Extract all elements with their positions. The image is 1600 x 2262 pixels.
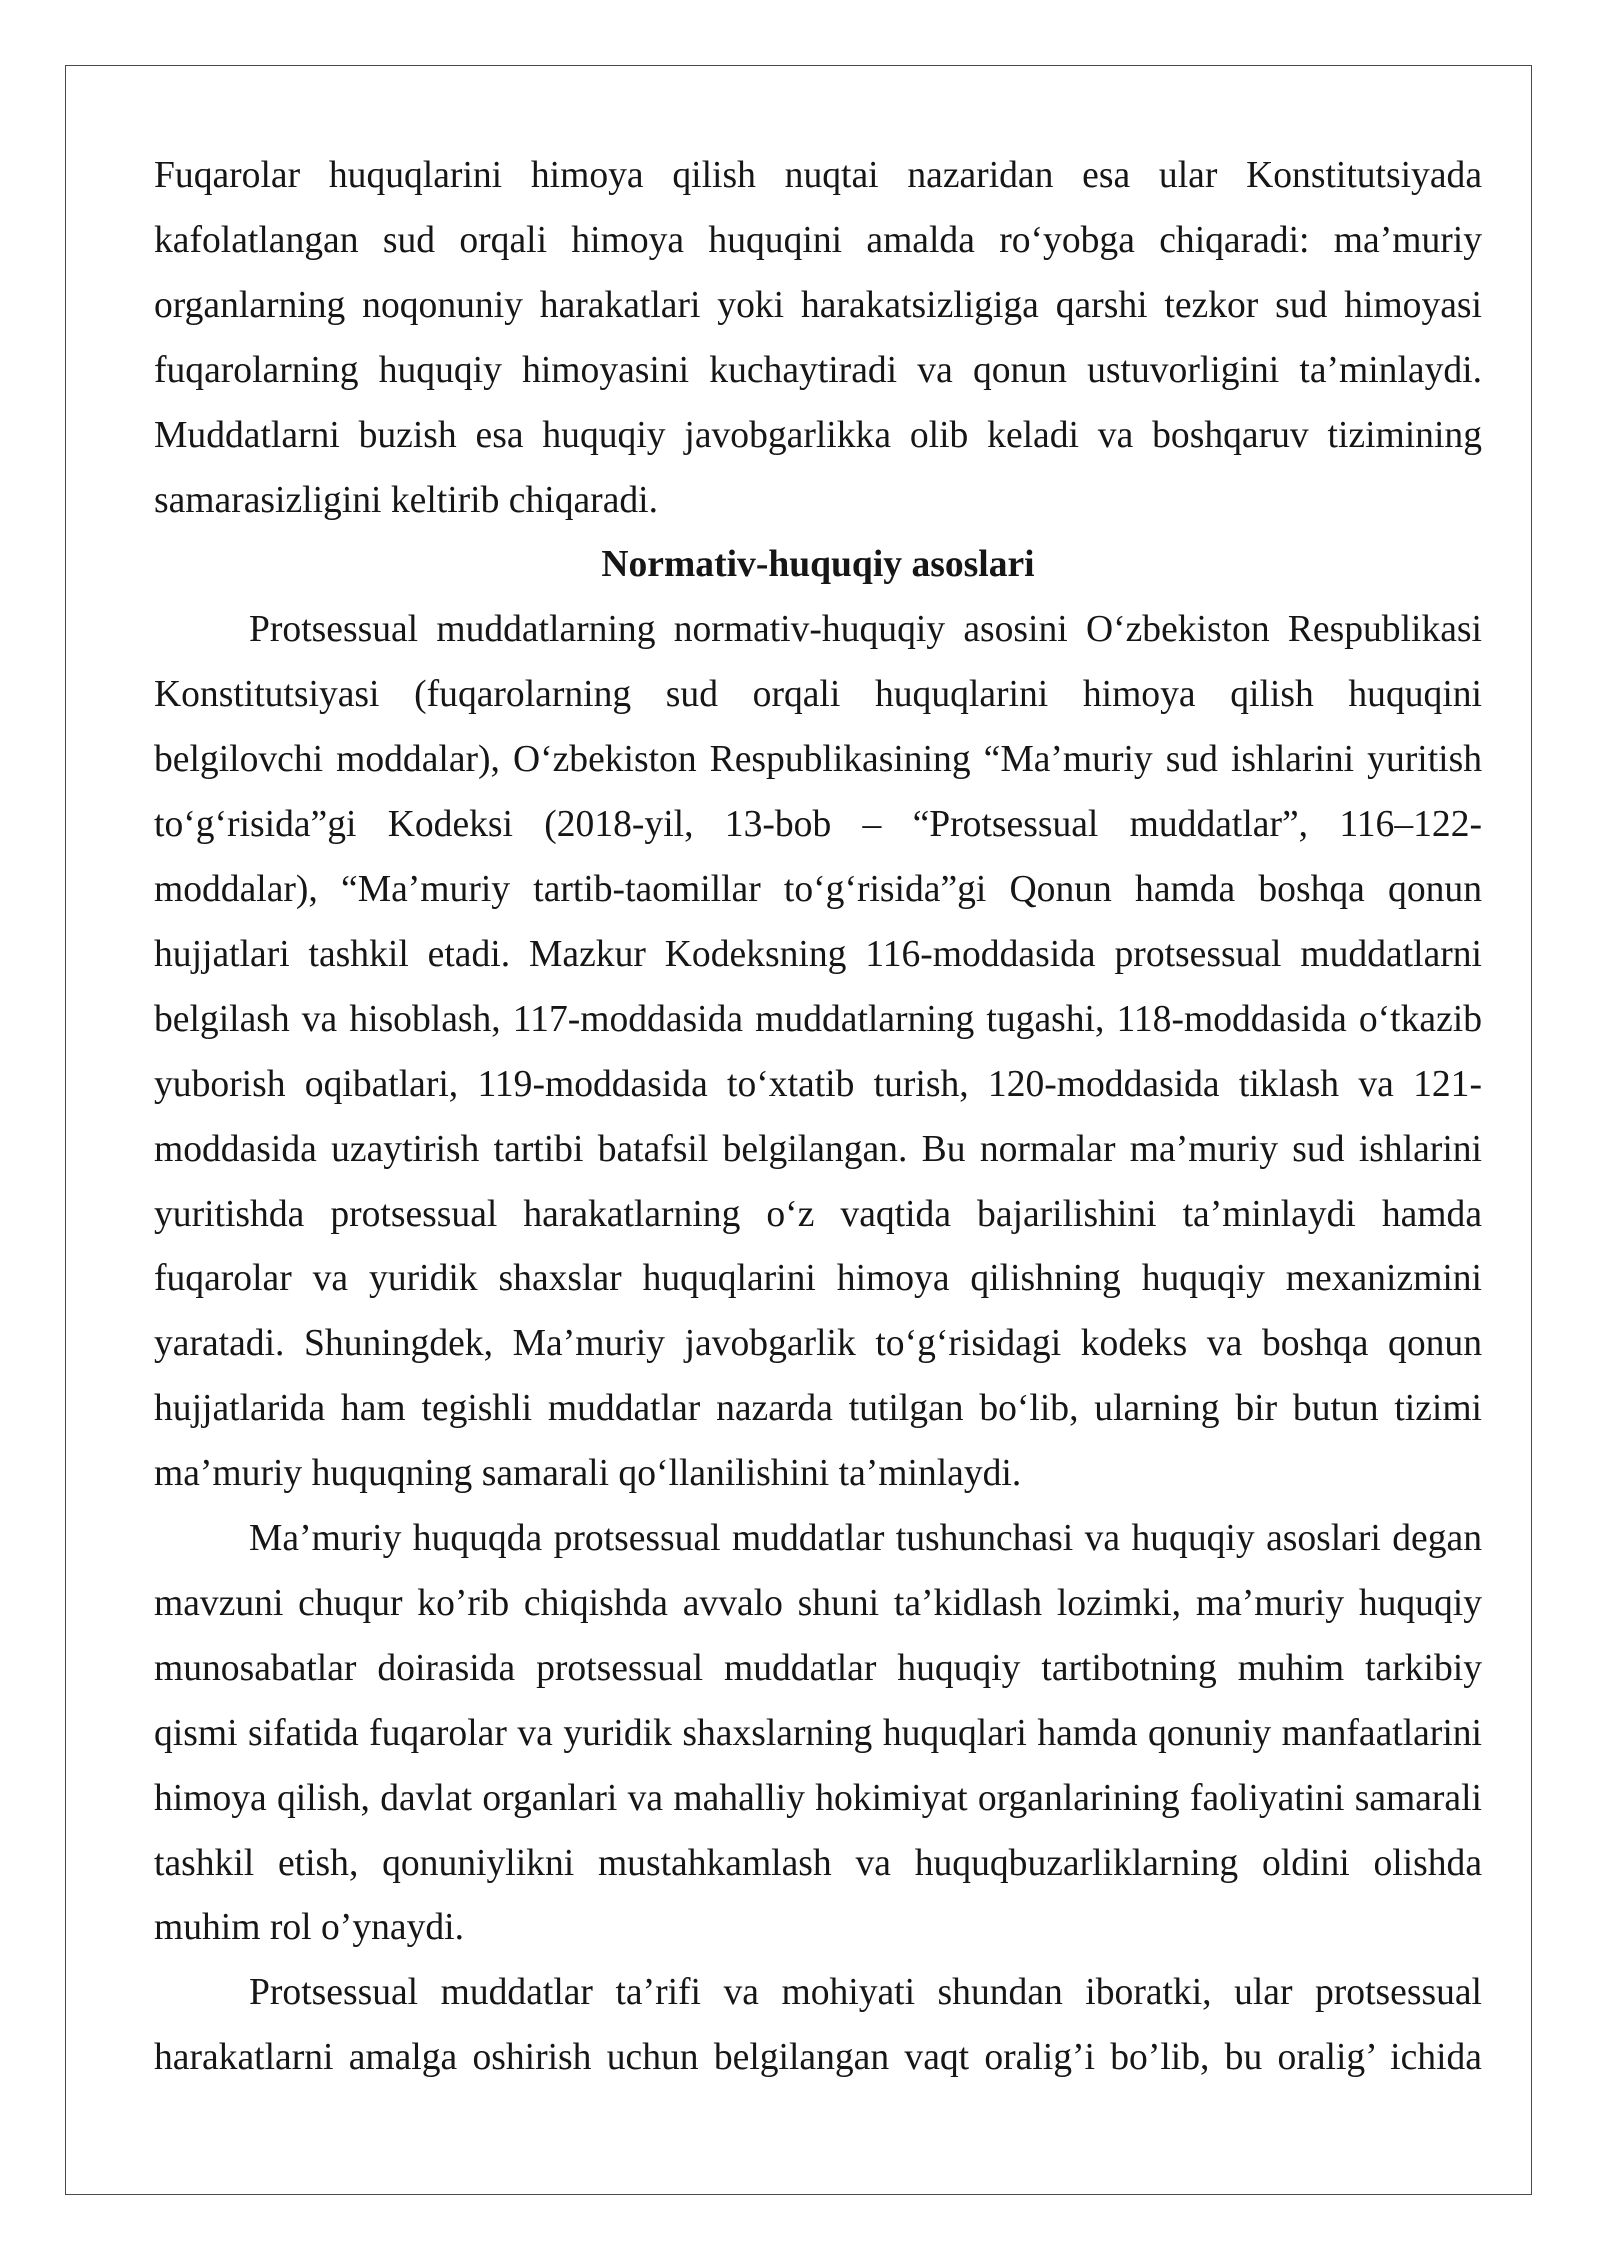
paragraph-definition: Protsessual muddatlar ta’rifi va mohiyati shundan iboratki, ular protsessual harakatlarni amalga oshirish uchun belgilangan vaqt oralig’i bo’lib, bu oralig’ ichida [154,1972,1482,2079]
paragraph-legal-basis: Protsessual muddatlarning normativ-huquqiy asosini O‘zbekiston Respublikasi Konstitutsiyasi (fuqarolarning sud orqali huquqlarini himoya qilish huquqini belgilovchi moddalar), O‘zbekiston Respublikasining “Ma’muriy sud ishlarini yuritish to‘g‘risida”gi Kodeksi (2018-yil, 13-bob – “Protsessual muddatlar”, 116–122-moddalar), “Ma’muriy tartib-taomillar to‘g‘risida”gi Qonun hamda boshqa qonun hujjatlari tashkil etadi. Mazkur Kodeksning 116-moddasida protsessual muddatlarni belgilash va hisoblash, 117-moddasida muddatlarning tugashi, 118-moddasida o‘tkazib yuborish oqibatlari, 119-moddasida to‘xtatib turish, 120-moddasida tiklash va 121-moddasida uzaytirish tartibi batafsil belgilangan. Bu normalar ma’muriy sud ishlarini yuritishda protsessual harakatlarning o‘z vaqtida bajarilishini ta’minlaydi hamda fuqarolar va yuridik shaxslar huquqlarini himoya qilishning huquqiy mexanizmini yaratadi. Shuningdek, Ma’muriy javobgarlik to‘g‘risidagi kodeks va boshqa qonun hujjatlarida ham tegishli muddatlar nazarda tutilgan bo‘lib, ularning bir butun tizimi ma’muriy huquqning samarali qo‘llanilishini ta’minlaydi. [154,609,1482,1495]
section-heading: Normativ-huquqiy asoslari [601,544,1035,586]
document-body [154,144,1482,2091]
paragraph-concept: Ma’muriy huquqda protsessual muddatlar tushunchasi va huquqiy asoslari degan mavzuni chuqur ko’rib chiqishda avvalo shuni ta’kidlash lozimki, ma’muriy huquqiy munosabatlar doirasida protsessual muddatlar huquqiy tartibotning muhim tarkibiy qismi sifatida fuqarolar va yuridik shaxslarning huquqlari hamda qonuniy manfaatlarini himoya qilish, davlat organlari va mahalliy hokimiyat organlarining faoliyatini samarali tashkil etish, qonuniylikni mustahkamlash va huquqbuzarliklarning oldini olishda muhim rol o’ynaydi. [154,1518,1482,1949]
continued-paragraph: Fuqarolar huquqlarini himoya qilish nuqtai nazaridan esa ular Konstitutsiyada kafolatlangan sud orqali himoya huquqini amalda ro‘yobga chiqaradi: ma’muriy organlarning noqonuniy harakatlari yoki harakatsizligiga qarshi tezkor sud himoyasi fuqarolarning huquqiy himoyasini kuchaytiradi va qonun ustuvorligini ta’minlaydi. Muddatlarni buzish esa huquqiy javobgarlikka olib keladi va boshqaruv tizimining samarasizligini keltirib chiqaradi. [154,155,1482,521]
